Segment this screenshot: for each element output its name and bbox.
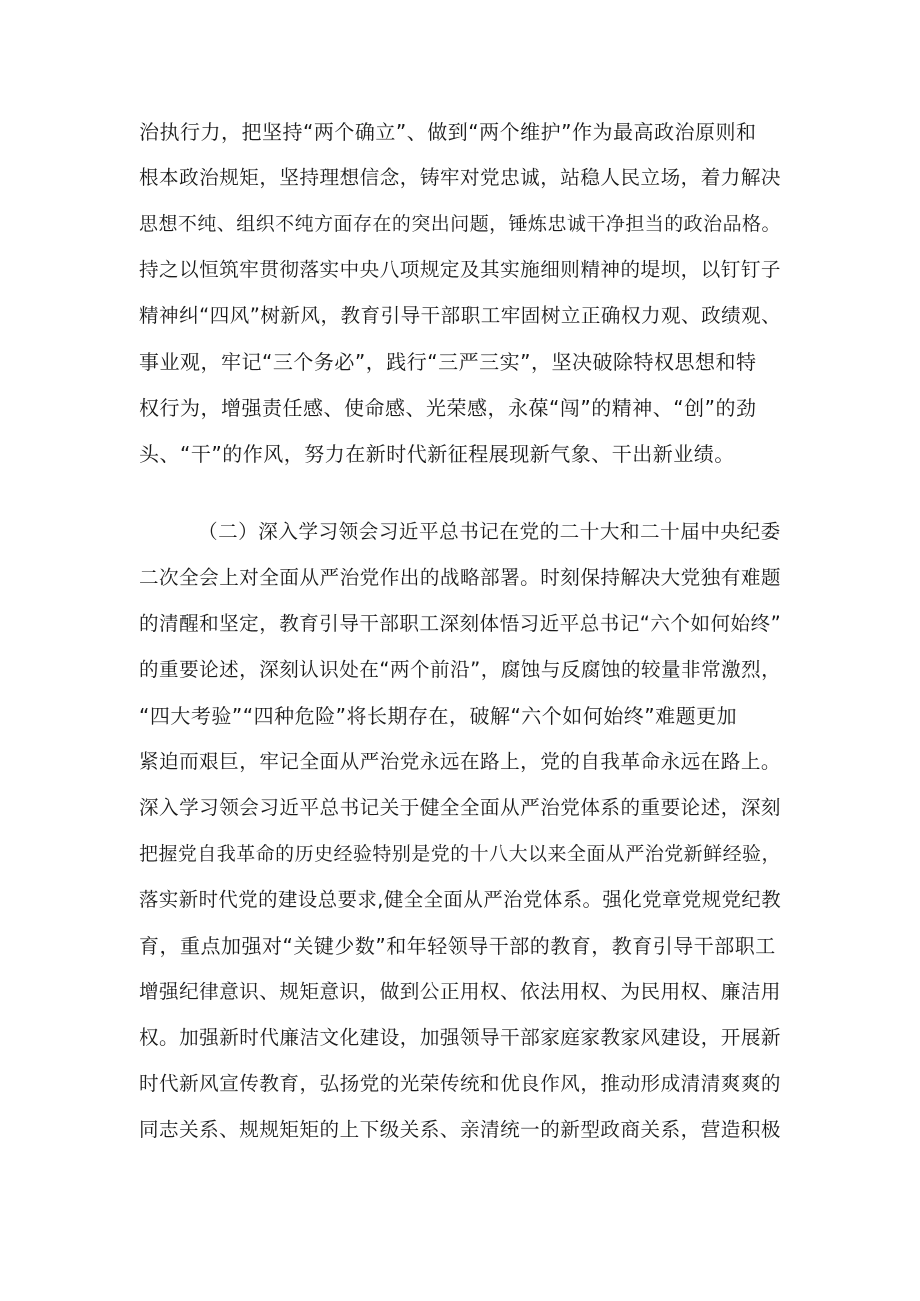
text-line: 把握党自我革命的历史经验特别是党的十八大以来全面从严治党新鲜经验， xyxy=(139,843,781,865)
text-line: 权。加强新时代廉洁文化建设，加强领导干部家庭家教家风建设，开展新 xyxy=(139,1026,781,1049)
text-line: 的重要论述，深刻认识处在“两个前沿”，腐蚀与反腐蚀的较量非常激烈， xyxy=(139,658,782,681)
text-line: 思想不纯、组织不纯方面存在的突出问题，锤炼忠诚干净担当的政治品格。 xyxy=(139,213,781,235)
text-line: 持之以恒筑牢贯彻落实中央八项规定及其实施细则精神的堤坝，以钉钉子 xyxy=(139,258,781,281)
text-line: “四大考验”“四种危险”将长期存在，破解“六个如何始终”难题更加 xyxy=(139,704,738,728)
text-line: 治执行力，把坚持“两个确立”、做到“两个维护”作为最高政治原则和 xyxy=(139,120,757,144)
text-line: 精神纠“四风”树新风，教育引导干部职工牢固树立正确权力观、政绩观、 xyxy=(139,304,782,327)
text-line: 紧迫而艰巨，牢记全面从严治党永远在路上，党的自我革命永远在路上。 xyxy=(139,750,781,773)
text-line: 二次全会上对全面从严治党作出的战略部署。时刻保持解决大党独有难题 xyxy=(139,566,781,589)
section-heading-line: （二）深入学习领会习近平总书记在党的二十大和二十届中央纪委 xyxy=(198,520,781,543)
text-line: 权行为，增强责任感、使命感、光荣感，永葆“闯”的精神、“创”的劲 xyxy=(139,396,757,420)
text-line: 深入学习领会习近平总书记关于健全全面从严治党体系的重要论述，深刻 xyxy=(139,796,781,819)
text-line: 时代新风宣传教育，弘扬党的光荣传统和优良作风，推动形成清清爽爽的 xyxy=(139,1072,781,1095)
text-line: 根本政治规矩，坚持理想信念，铸牢对党忠诚，站稳人民立场，着力解决 xyxy=(139,166,781,189)
text-line: 同志关系、规规矩矩的上下级关系、亲清统一的新型政商关系，营造积极 xyxy=(139,1118,781,1141)
text-line: 事业观，牢记“三个务必”，践行“三严三实”，坚决破除特权思想和特 xyxy=(139,350,757,374)
text-line: 头、“干”的作风，努力在新时代新征程展现新气象、干出新业绩。 xyxy=(139,442,735,466)
text-line: 增强纪律意识、规矩意识，做到公正用权、依法用权、为民用权、廉洁用 xyxy=(139,980,781,1003)
text-line: 育，重点加强对“关键少数”和年轻领导干部的教育，教育引导干部职工 xyxy=(139,934,776,958)
text-line: 的清醒和坚定，教育引导干部职工深刻体悟习近平总书记“六个如何始终” xyxy=(139,612,782,635)
text-line: 落实新时代党的建设总要求,健全全面从严治党体系。强化党章党规党纪教 xyxy=(139,888,782,911)
